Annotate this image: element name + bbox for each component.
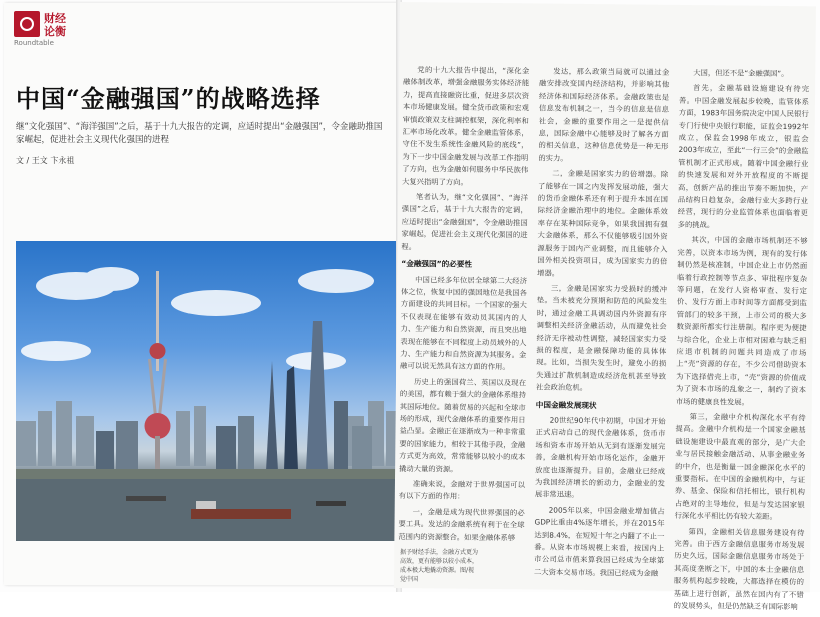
paragraph: 二，金融是国家实力的倍增器。除了能够在一国之内发挥发展动能，强大的货币金融体系还有利于提升本国在国际经济金融治理中的地位。金融体系效率存在某种国际竞争，如果我国拥有强大金融体系，那么不仅能够吸引国外资源服务于国内产业调整，而且能够介入国外相关投资项目，成为国家实力的倍增器。 xyxy=(537,168,669,278)
paragraph: 党的十九大报告中提出，“深化金融体制改革，增强金融服务实体经济能力，提高直接融资比重，促进多层次资本市场健康发展。健全货币政策和宏观审慎政策双支柱调控框架，深化利率和汇率市场化改革。健全金融监管体系，守住不发生系统性金融风险的底线”，为下一步中国金融发展与改革工作指明了方向，也为金融如何服务中华民族伟大复兴指明了方向。 xyxy=(402,65,530,187)
paragraph: 2005年以来，中国金融业增加值占GDP比重由4%逐年增长，并在2015年达到8.4%，在短短十年之内翻了不止一番。从资本市场规模上来看，按国内上市公司总市值来算我国已经成为全球第二大资本交易市场。我国已经成为金融 xyxy=(533,505,665,578)
right-page xyxy=(394,2,816,612)
paragraph: 中国已经多年位居全球第二大经济体之位，恢复中国的强国地位是我国各方面建设的共同目标。一个国家的强大不仅表现在能够有效动员其国内的人力、生产能力和自然资源，而且突出地表现在能够在不同程度上动员域外的人力、生产能力和自然资源为其服务。金融可以说无然具有这方面的作用。 xyxy=(400,274,528,372)
article-byline: 文 / 王文 卞永祖 xyxy=(16,156,75,165)
text-column-1 xyxy=(398,64,529,547)
paragraph: 一，金融是成为现代世界强国的必要工具。发达的金融系统有利于在全球范围内的资源整合。如果金融体系够 xyxy=(398,506,525,542)
mid-buildings xyxy=(96,401,372,471)
photo-caption: 据予财经手法，金融方式更为高效，更有能够以较小成本，成本极大地撬动资源。图/视觉中国 xyxy=(400,549,479,583)
section-name-line1: 财经 xyxy=(44,12,66,25)
shanghai-skyline-photo xyxy=(16,241,402,541)
riverbank xyxy=(16,469,402,479)
paragraph: 历史上的强国荷兰、英国以及现在的美国，都有赖于强大的金融体系维持其国际地位。随着贸易的兴起和全球市场的形成，现代金融体系的重要作用日益凸显。金融正在逐渐成为一种非常重要的国家能力，相较于其他手段，金融方式更为高效，常常能够以较小的成本撬动大量的资源。 xyxy=(399,376,527,474)
section-logo-icon xyxy=(14,11,40,37)
section-name-line2: 论衡 xyxy=(44,25,66,38)
supertall-towers xyxy=(266,321,328,471)
paragraph: 笔者认为，继“文化强国”、“海洋强国”之后，基于十九大报告的定调，应适时提出“金融强国”，令金融助推国家崛起，促进社会主义现代化强国的进程。 xyxy=(401,192,529,251)
paragraph: 三，金融是国家实力受损时的缓冲垫。当未被充分预期和防范的风险发生时，通过金融工具调动国内外资源有序调整相关经济金融活动，从而避免社会经济无序被动性调整，减轻国家实力受损的程度，是金融保障功能的具体体现。比如，当损失发生时，避免小的损失通过扩散机制造成经济危机甚至导致社会政治危机。 xyxy=(535,283,668,393)
pearl-tower xyxy=(145,271,171,471)
section-name-en: Roundtable xyxy=(14,39,54,47)
paragraph: 发达，那么政策当局就可以通过金融安排改变国内经济结构，并影响其他经济体和国际经济体系。金融政策也是信息发布机制之一，当今的信息是信息社会，金融的重要作用之一是提供信息，国际金融中心能够及时了解各方面的相关信息，这种信息优势是一种无形的实力。 xyxy=(538,66,670,163)
section-heading: 中国金融发展现状 xyxy=(535,400,597,410)
paragraph: 第三，金融中介机构深化水平有待提高。金融中介机构是一个国家金融基础设施建设中最直观的部分，是广大企业与居民接触金融活动、从事金融业务的中介，也是衡量一国金融深化水平的重要指标。在中国的金融机构中，与证券、基金、保险和信托相比，银行机构占绝对的主导地位，但是与发达国家银行深化水平相比仍有较大差距。 xyxy=(674,412,806,522)
paragraph: 其次，中国的金融市场机制还不够完善，以资本市场为例，现有的发行体制仍然是核准制，中国企业上市仍然面临着行政控制等节点多、审批程序复杂等问题，在发行人资格审查、发行定价、发行方面上市时间等方面都受到监管部门的较多干预，上市公司的极大多数资源所都实行注册制。程序更为便捷与综合化，企业上市相对困难与缺乏相应退市机制的问题共同造成了市场上“壳”资源的存在，不少公司借助资本为下选择借壳上市，“壳”资源的价值成为了资本市场的乱象之一，制约了资本市场的健康良性发展。 xyxy=(675,235,808,407)
text-column-2 xyxy=(534,65,669,583)
paragraph: 大国，但还不是“金融强国”。 xyxy=(693,68,789,79)
skyline-illustration xyxy=(16,241,402,541)
article-deck: 继“文化强国”、“海洋强国”之后，基于十九大报告的定调，应适时提出“金融强国”，令金融助推国家崛起，促进社会主义现代化强国的进程 xyxy=(16,122,383,145)
paragraph: 准确来说，金融对于世界强国可以有以下方面的作用： xyxy=(398,479,525,502)
paragraph: 首先，金融基础设施建设有待完善。中国金融发展起步较晚，监管体系方面，1983年国务院决定中国人民银行专门行使中央银行职能，证监会1992年成立，保监会1998年成立，银监会2003年成立，至此“一行三会”的金融监管机制才正式形成。随着中国金融行业的快速发展和对外开放程度的不断提高，创新产品的推出节奏不断加快，产品结构日趋复杂，金融行业大多跨行业经营，现行的分业监管体系也面临着更多的挑战。 xyxy=(677,83,810,230)
paragraph: 20世纪90年代中初期，中国才开始正式启动自己的现代金融体系，货币市场和资本市场开始从无到有逐渐发展完善，金融机构开始市场化运作，金融开放度也逐渐提升。目前，金融业已经成为我国经济增长的新动力，金融业的发展非常迅速。 xyxy=(534,415,666,500)
section-heading: “金融强国”的必要性 xyxy=(401,259,473,269)
left-page xyxy=(4,3,398,585)
article-title: 中国“金融强国”的战略选择 xyxy=(16,84,321,113)
paragraph: 第四，金融相关信息服务建设有待完善。由于西方金融信息服务市场发展历史久远，国际金融信息服务市场处于其高度垄断之下，中国的本土金融信息服务机构起步较晚，大都选择在模仿的基础上进行创新，虽然在国内有了不错的发展势头，但是仍然缺乏有国际影响 xyxy=(673,526,805,612)
text-column-3 xyxy=(674,67,810,617)
